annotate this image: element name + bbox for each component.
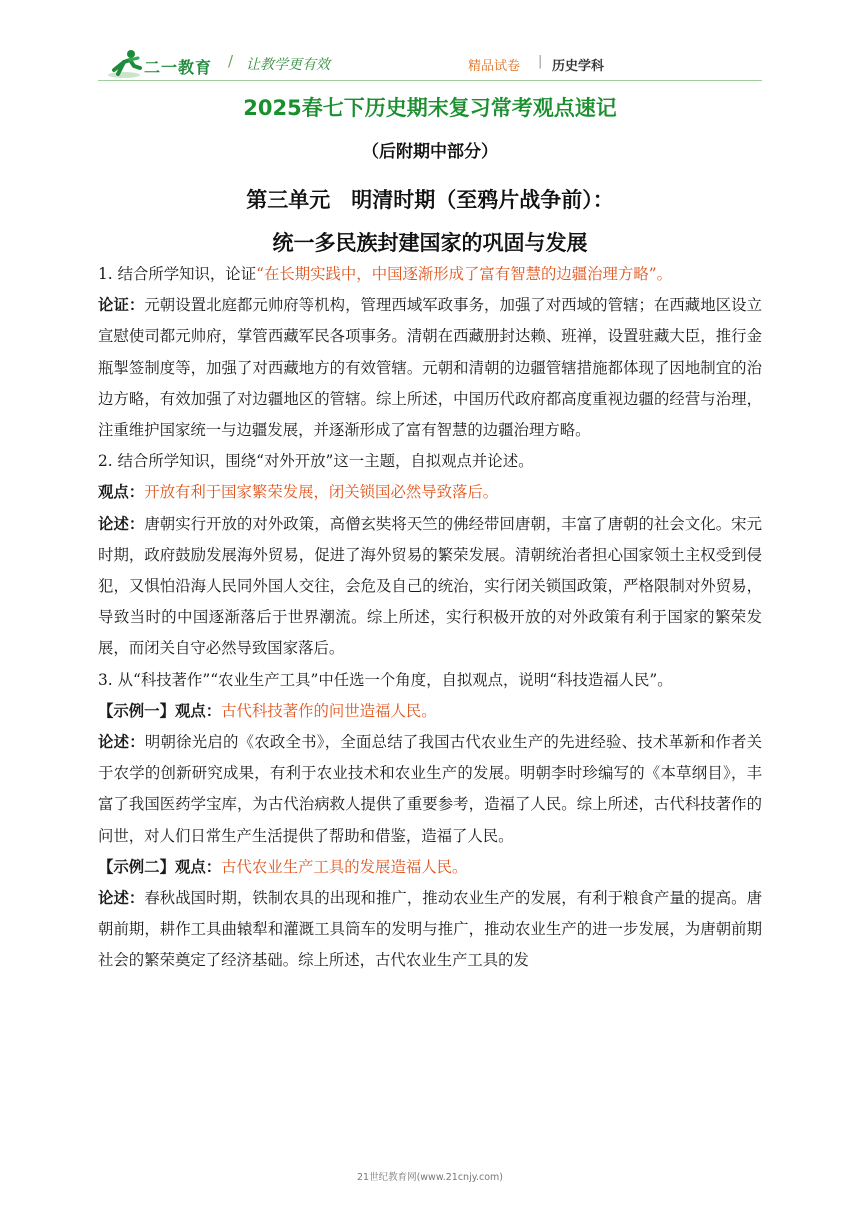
q2-view-label: 观点：	[98, 483, 145, 502]
q2-argument	[98, 509, 762, 665]
document-subtitle: （后附期中部分）	[362, 142, 498, 162]
page-header	[0, 0, 860, 90]
q3-example1-view	[98, 696, 762, 727]
q3-example1-argument-body: 明朝徐光启的《农政全书》，全面总结了我国古代农业生产的先进经验、技术革新和作者关于农学的创新研究成果，有利于农业技术和农业生产的发展。明朝李时珍编写的《本草纲目》，丰富了我国医药学宝库，为古代治病救人提供了重要参考，造福了人民。综上所述，古代科技著作的问世，对人们日常生产生活提供了帮助和借鉴，造福了人民。	[98, 733, 762, 845]
q2-argument-label: 论述：	[98, 514, 145, 533]
q3-example2-label: 【示例二】观点：	[98, 857, 222, 876]
q3-example1-label: 【示例一】观点：	[98, 701, 222, 720]
document-body	[98, 259, 762, 977]
q1-argument	[98, 290, 762, 446]
tag-separator: |	[538, 54, 543, 69]
question-3: 3. 从“科技著作”“农业生产工具”中任选一个角度，自拟观点，说明“科技造福人民”。	[98, 670, 673, 689]
q2-viewpoint	[98, 477, 762, 508]
header-slash: /	[228, 52, 234, 70]
tag-premium-paper: 精品试卷	[468, 59, 521, 74]
tag-subject: 历史学科	[552, 59, 605, 74]
q3-example2-argument-label: 论述：	[98, 889, 145, 908]
unit-title-line2: 统一多民族封建国家的巩固与发展	[272, 231, 588, 255]
page-footer: 21世纪教育网(www.21cnjy.com)	[356, 1172, 503, 1183]
question-1	[98, 259, 762, 290]
q3-example1-view-text: 古代科技著作的问世造福人民。	[221, 701, 437, 720]
q1-quote: “在长期实践中，中国逐渐形成了富有智慧的边疆治理方略”。	[256, 265, 672, 283]
q3-example2-argument	[98, 883, 762, 977]
q1-argument-label: 论证：	[98, 296, 145, 315]
header-divider	[98, 80, 762, 81]
q3-example2-view-text: 古代农业生产工具的发展造福人民。	[221, 857, 468, 876]
q1-argument-body: 元朝设置北庭都元帅府等机构，管理西域军政事务，加强了对西域的管辖；在西藏地区设立宣慰使司都元帅府，掌管西藏军民各项事务。清朝在西藏册封达赖、班禅，设置驻藏大臣，推行金瓶掣签制度等，加强了对西藏地方的有效管辖。元朝和清朝的边疆管辖措施都体现了因地制宜的治边方略，有效加强了对边疆地区的管辖。综上所述，中国历代政府都高度重视边疆的经营与治理，注重维护国家统一与边疆发展，并逐渐形成了富有智慧的边疆治理方略。	[98, 296, 762, 440]
q3-example1-argument	[98, 727, 762, 852]
question-2: 2. 结合所学知识，围绕“对外开放”这一主题，自拟观点并论述。	[98, 452, 534, 471]
slogan: 让教学更有效	[246, 57, 330, 73]
q1-prompt: 1. 结合所学知识，论证	[98, 265, 257, 283]
q3-example2-argument-body: 春秋战国时期，铁制农具的出现和推广，推动农业生产的发展，有利于粮食产量的提高。唐朝前期，耕作工具曲辕犁和灌溉工具筒车的发明与推广，推动农业生产的进一步发展，为唐朝前期社会的繁荣奠定了经济基础。综上所述，古代农业生产工具的发	[98, 889, 762, 970]
q2-argument-body: 唐朝实行开放的对外政策，高僧玄奘将天竺的佛经带回唐朝，丰富了唐朝的社会文化。宋元时期，政府鼓励发展海外贸易，促进了海外贸易的繁荣发展。清朝统治者担心国家领土主权受到侵犯，又惧怕沿海人民同外国人交往，会危及自己的统治，实行闭关锁国政策，严格限制对外贸易，导致当时的中国逐渐落后于世界潮流。综上所述，实行积极开放的对外政策有利于国家的繁荣发展，而闭关自守必然导致国家落后。	[98, 514, 762, 658]
q2-view-text: 开放有利于国家繁荣发展，闭关锁国必然导致落后。	[144, 483, 499, 502]
brand-name: 二一教育	[144, 58, 213, 77]
unit-title-line1: 第三单元 明清时期（至鸦片战争前）：	[246, 188, 614, 212]
document-title: 2025春七下历史期末复习常考观点速记	[243, 96, 617, 120]
q3-example1-argument-label: 论述：	[98, 733, 145, 752]
q3-example2-view	[98, 852, 762, 883]
